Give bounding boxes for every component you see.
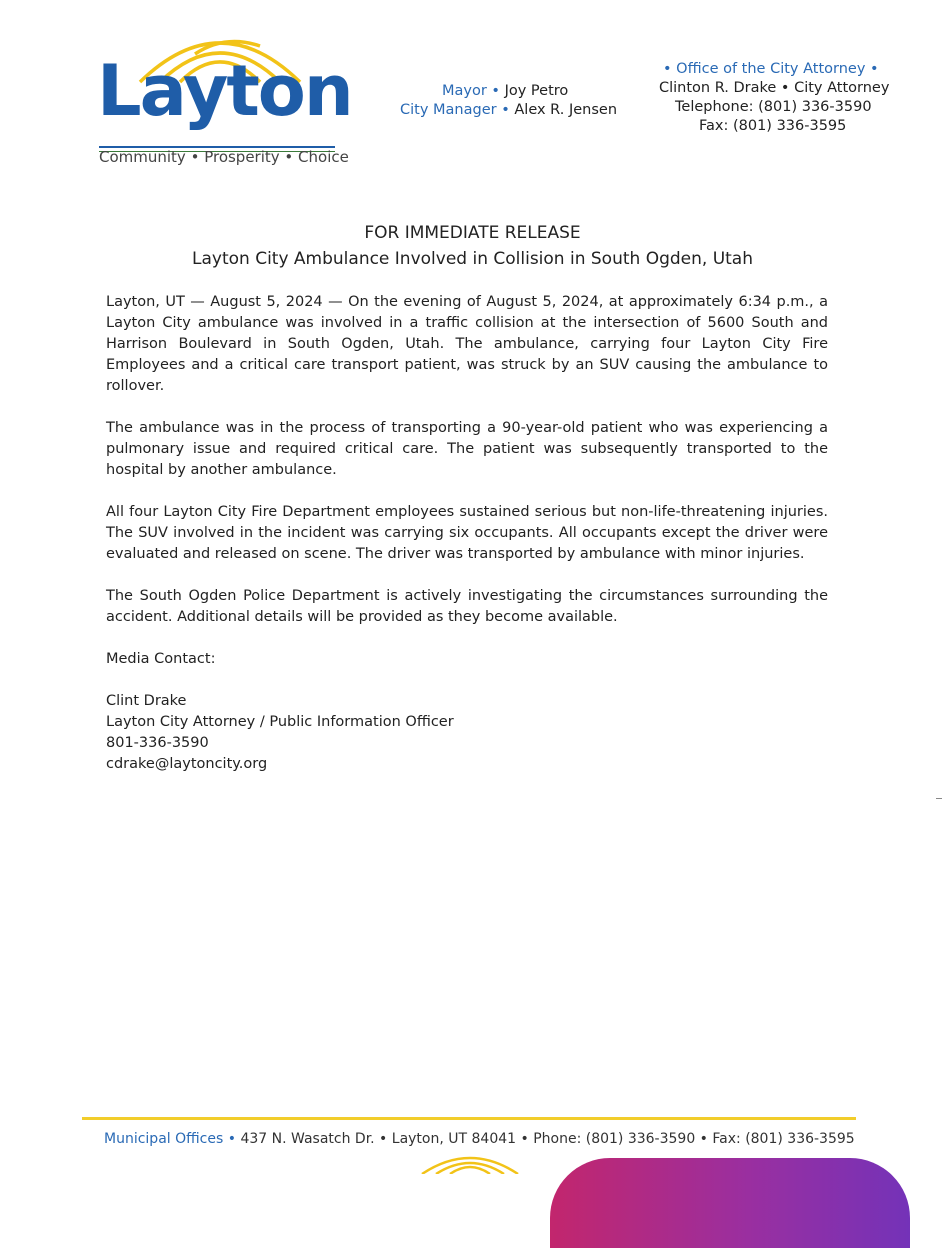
contact-role: Layton City Attorney / Public Information Officer [106, 714, 454, 730]
release-title: Layton City Ambulance Involved in Collision in South Ogden, Utah [192, 249, 753, 269]
paragraph-3: All four Layton City Fire Department employees sustained serious but non-life-threatening injuries. The SUV involved in the incident was carrying six occupants. All occupants except the driver were evaluated and released on scene. The driver was transported by ambulance with minor injuries. [106, 504, 828, 562]
logo-wordmark: Layton [97, 50, 352, 132]
layton-logo [95, 22, 352, 172]
footer-label: Municipal Offices [104, 1131, 224, 1147]
manager-row: City Manager • Alex R. Jensen [400, 102, 618, 118]
manager-name: Alex R. Jensen [514, 102, 618, 118]
manager-label: City Manager [400, 102, 497, 118]
paragraph-2: The ambulance was in the process of transporting a 90-year-old patient who was experiencing a pulmonary issue and required critical care. The patient was subsequently transported to the hospital by another ambulance. [106, 420, 828, 478]
mayor-row: Mayor • Joy Petro [442, 83, 569, 99]
release-heading: FOR IMMEDIATE RELEASE [364, 223, 581, 243]
attorney-name: Clinton R. Drake • City Attorney [659, 80, 890, 96]
mayor-name: Joy Petro [504, 83, 569, 99]
media-contact-label: Media Contact: [106, 651, 216, 667]
contact-name: Clint Drake [106, 693, 187, 709]
paragraph-4: The South Ogden Police Department is actively investigating the circumstances surrounding the accident. Additional details will be provided as they become available. [106, 588, 828, 625]
footer-address: Municipal Offices • 437 N. Wasatch Dr. • Layton, UT 84041 • Phone: (801) 336-3590 • Fax: (801) 336-3595 [104, 1131, 855, 1147]
mayor-label: Mayor [442, 83, 487, 99]
footer-divider [82, 1117, 856, 1120]
footer-details: 437 N. Wasatch Dr. • Layton, UT 84041 • Phone: (801) 336-3590 • Fax: (801) 336-3595 [240, 1131, 855, 1147]
office-title: • Office of the City Attorney • [663, 61, 879, 77]
attorney-office-block [655, 60, 890, 136]
office-fax: Fax: (801) 336-3595 [699, 118, 847, 134]
decorative-gradient-shape [550, 1158, 910, 1248]
contact-email: cdrake@laytoncity.org [106, 756, 268, 772]
release-header [0, 220, 945, 272]
contact-phone: 801-336-3590 [106, 735, 209, 751]
release-body [106, 292, 828, 775]
scan-mark [936, 798, 942, 799]
office-telephone: Telephone: (801) 336-3590 [675, 99, 872, 115]
footer-arcs-icon [420, 1150, 520, 1174]
paragraph-1: Layton, UT — August 5, 2024 — On the evening of August 5, 2024, at approximately 6:34 p.m., a Layton City ambulance was involved in a traffic collision at the intersection of 5600 South and Harrison Boulevard in South Ogden, Utah. The ambulance, carrying four Layton City Fire Employees and a critical care transport patient, was struck by an SUV causing the ambulance to rollover. [106, 294, 828, 394]
logo-tagline: Community • Prosperity • Choice [99, 148, 349, 166]
